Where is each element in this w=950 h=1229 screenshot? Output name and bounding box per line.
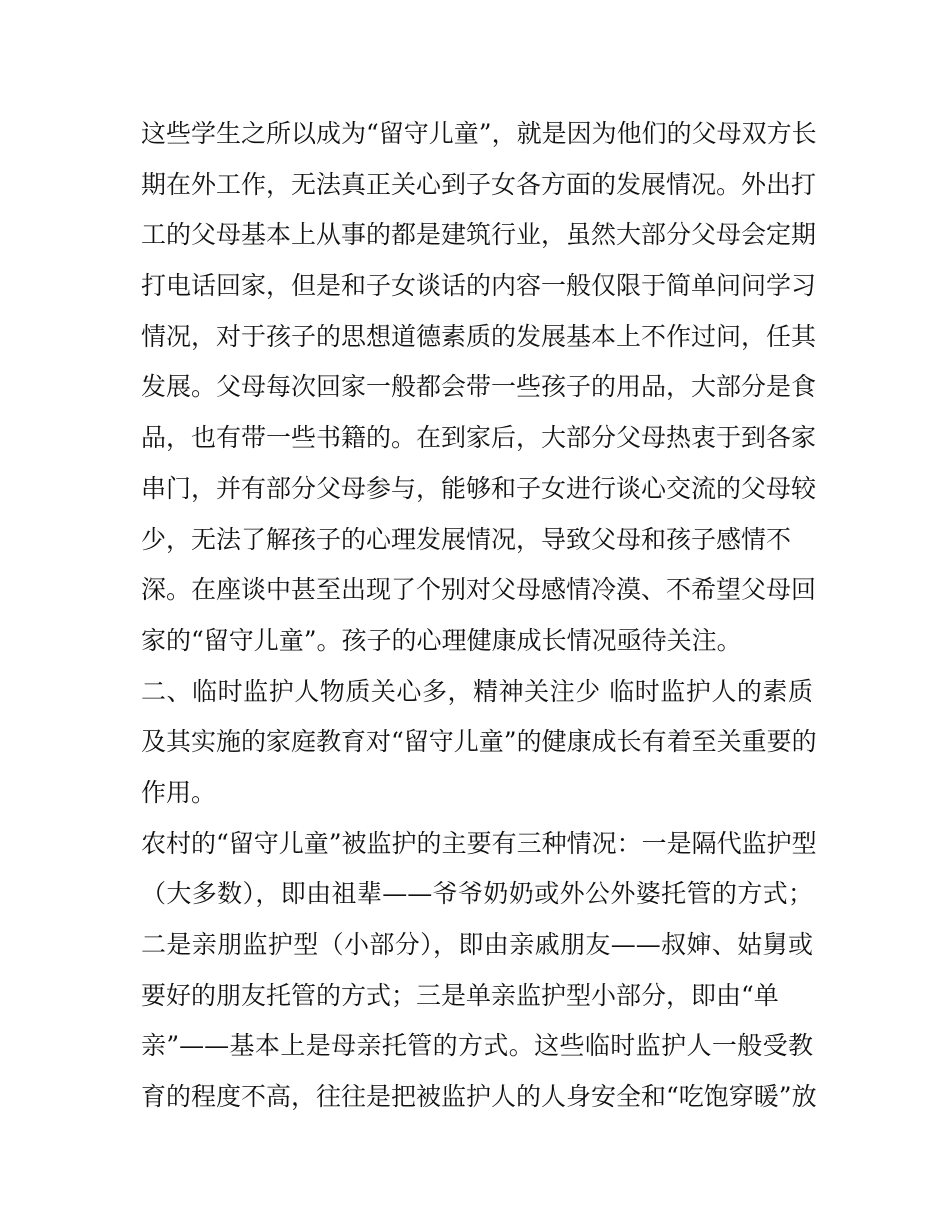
text-line: 二、临时监护人物质关心多，精神关注少 临时监护人的素质: [141, 676, 813, 706]
text-line: 农村的“留守儿童”被监护的主要有三种情况：一是隔代监护型: [141, 828, 817, 858]
text-line: 少，无法了解孩子的心理发展情况，导致父母和孩子感情不: [141, 524, 792, 554]
text-line: 发展。父母每次回家一般都会带一些孩子的用品，大部分是食: [141, 372, 817, 402]
text-line: 家的“留守儿童”。孩子的心理健康成长情况亟待关注。: [141, 625, 742, 655]
text-line: 打电话回家，但是和子女谈话的内容一般仅限于简单问问学习: [141, 271, 817, 301]
body-text: [141, 109, 817, 1123]
text-line: 工的父母基本上从事的都是建筑行业，虽然大部分父母会定期: [141, 220, 817, 250]
text-line: 情况，对于孩子的思想道德素质的发展基本上不作过问，任其: [141, 321, 817, 351]
text-line: 串门，并有部分父母参与，能够和子女进行谈心交流的父母较: [141, 473, 817, 503]
text-line: 亲”——基本上是母亲托管的方式。这些临时监护人一般受教: [141, 1031, 813, 1061]
text-line: 及其实施的家庭教育对“留守儿童”的健康成长有着至关重要的: [141, 727, 817, 757]
text-line: （大多数），即由祖辈——爷爷奶奶或外公外婆托管的方式；: [141, 879, 813, 909]
text-line: 品，也有带一些书籍的。在到家后，大部分父母热衷于到各家: [141, 423, 817, 453]
text-line: 期在外工作，无法真正关心到子女各方面的发展情况。外出打: [141, 169, 817, 199]
text-line: 作用。: [141, 777, 217, 807]
text-line: 深。在座谈中甚至出现了个别对父母感情冷漠、不希望父母回: [141, 575, 817, 605]
text-line: 这些学生之所以成为“留守儿童”，就是因为他们的父母双方长: [141, 119, 817, 148]
text-line: 二是亲朋监护型（小部分），即由亲戚朋友——叔婶、姑舅或: [141, 930, 813, 959]
text-line: 育的程度不高，往往是把被监护人的人身安全和“吃饱穿暖”放: [141, 1082, 817, 1112]
text-line: 要好的朋友托管的方式；三是单亲监护型小部分，即由“单: [141, 980, 779, 1010]
